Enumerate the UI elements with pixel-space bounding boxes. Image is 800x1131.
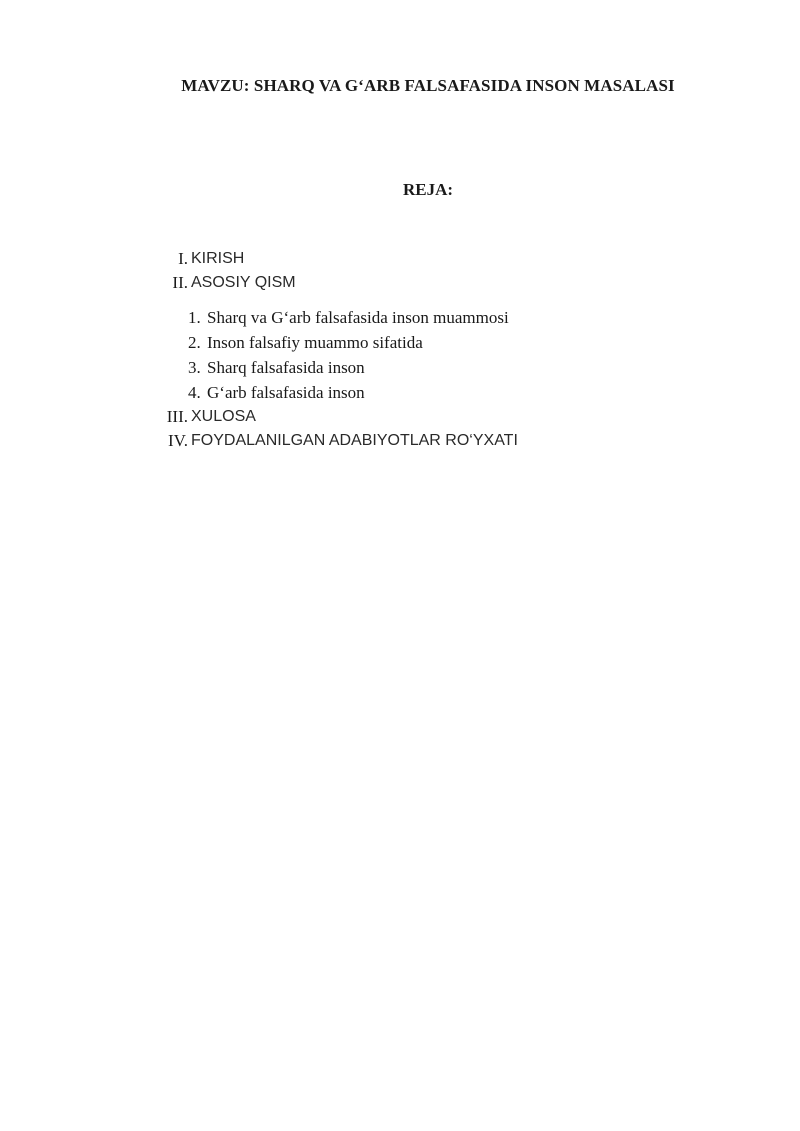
outline-label: ASOSIY QISM [191, 274, 296, 291]
outline-label: FOYDALANILGAN ADABIYOTLAR RO‘YXATI [191, 432, 518, 449]
sublist-label: Inson falsafiy muammo sifatida [207, 333, 423, 352]
sublist-item [150, 330, 750, 355]
outline-number: III. [166, 407, 188, 426]
sublist-label: Sharq va G‘arb falsafasida inson muammosi [207, 308, 509, 327]
plan-heading: REJA: [402, 180, 454, 199]
sublist-label: Sharq falsafasida inson [207, 358, 365, 377]
sublist-number: 2. [188, 333, 201, 352]
outline-number: I. [178, 249, 188, 268]
outline-item-main-part [150, 271, 750, 295]
outline-label: KIRISH [191, 250, 245, 267]
sublist-number: 1. [188, 308, 201, 327]
document-title: MAVZU: SHARQ VA G‘ARB FALSAFASIDA INSON MASALASI [181, 76, 675, 95]
outline-item-introduction [150, 247, 750, 271]
outline-item-references [150, 429, 750, 453]
plan-outline [150, 247, 750, 453]
outline-item-conclusion [150, 405, 750, 429]
sublist-item [150, 355, 750, 380]
sublist-number: 3. [188, 358, 201, 377]
outline-number: II. [172, 273, 188, 292]
outline-number: IV. [168, 431, 188, 450]
sublist-label: G‘arb falsafasida inson [207, 383, 365, 402]
sublist-item [150, 380, 750, 405]
main-part-sublist [150, 305, 750, 405]
sublist-number: 4. [188, 383, 201, 402]
sublist-item [150, 305, 750, 330]
outline-label: XULOSA [191, 408, 256, 425]
